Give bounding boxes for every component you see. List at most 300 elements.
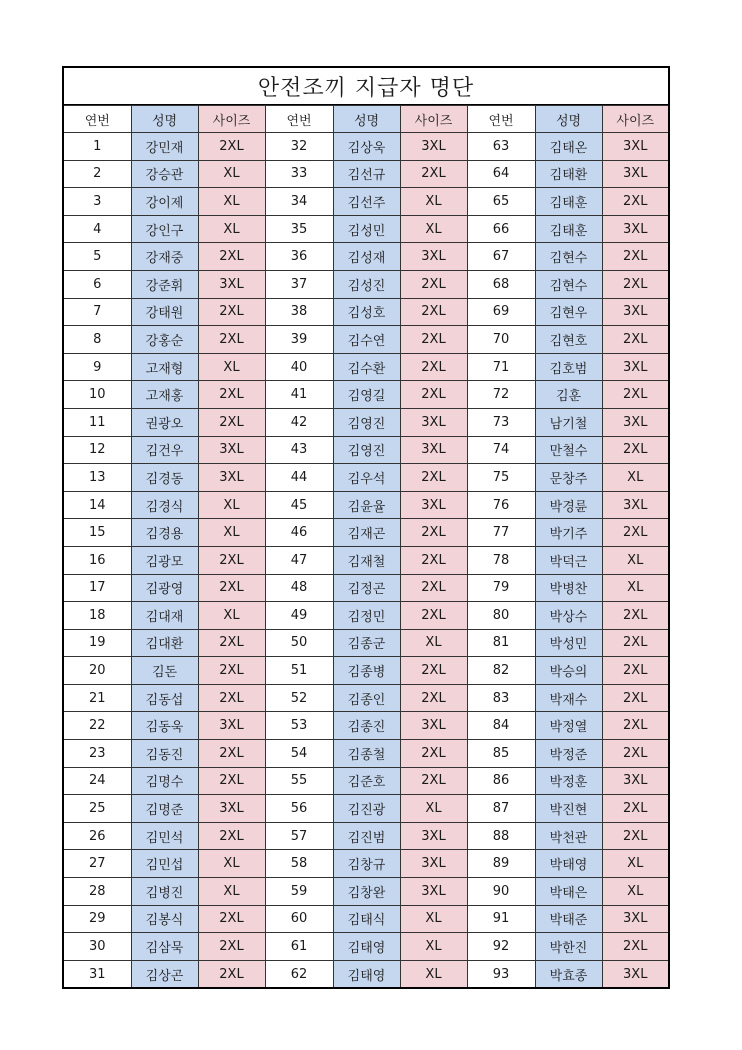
cell-name: 김선규 xyxy=(333,160,400,188)
table-row xyxy=(63,850,669,878)
header-size: 사이즈 xyxy=(198,106,265,133)
cell-size: 3XL xyxy=(400,243,467,271)
cell-size: XL xyxy=(198,519,265,547)
cell-name: 강인구 xyxy=(131,215,198,243)
cell-name: 김경용 xyxy=(131,519,198,547)
cell-name: 김태온 xyxy=(535,133,602,161)
table-row xyxy=(63,519,669,547)
cell-size: 2XL xyxy=(198,326,265,354)
cell-name: 김동욱 xyxy=(131,712,198,740)
cell-size: XL xyxy=(400,188,467,216)
cell-size: 2XL xyxy=(602,519,669,547)
table-row xyxy=(63,574,669,602)
cell-name: 박태준 xyxy=(535,905,602,933)
cell-size: XL xyxy=(198,353,265,381)
cell-size: 2XL xyxy=(400,326,467,354)
cell-number: 71 xyxy=(467,353,535,381)
cell-size: 3XL xyxy=(602,133,669,161)
cell-size: 3XL xyxy=(198,464,265,492)
cell-number: 5 xyxy=(63,243,131,271)
cell-name: 김영진 xyxy=(333,436,400,464)
cell-name: 김명준 xyxy=(131,795,198,823)
cell-size: 2XL xyxy=(198,574,265,602)
table-row xyxy=(63,740,669,768)
cell-number: 63 xyxy=(467,133,535,161)
cell-size: XL xyxy=(400,795,467,823)
cell-name: 강태원 xyxy=(131,298,198,326)
header-row xyxy=(63,106,669,133)
cell-number: 46 xyxy=(265,519,333,547)
cell-size: 3XL xyxy=(602,353,669,381)
cell-name: 김봉식 xyxy=(131,905,198,933)
cell-number: 65 xyxy=(467,188,535,216)
cell-size: XL xyxy=(400,629,467,657)
cell-name: 김명수 xyxy=(131,767,198,795)
cell-name: 김영진 xyxy=(333,408,400,436)
cell-number: 66 xyxy=(467,215,535,243)
cell-size: 3XL xyxy=(198,712,265,740)
cell-name: 김대재 xyxy=(131,602,198,630)
cell-number: 82 xyxy=(467,657,535,685)
cell-size: 3XL xyxy=(198,436,265,464)
cell-size: 3XL xyxy=(400,133,467,161)
table-row xyxy=(63,215,669,243)
cell-size: XL xyxy=(602,850,669,878)
cell-name: 박정준 xyxy=(535,740,602,768)
table-row xyxy=(63,657,669,685)
cell-number: 41 xyxy=(265,381,333,409)
cell-size: 2XL xyxy=(400,602,467,630)
cell-number: 39 xyxy=(265,326,333,354)
cell-name: 김광영 xyxy=(131,574,198,602)
cell-name: 김정민 xyxy=(333,602,400,630)
cell-size: XL xyxy=(602,546,669,574)
cell-name: 김현우 xyxy=(535,298,602,326)
cell-name: 김성진 xyxy=(333,270,400,298)
cell-size: XL xyxy=(400,215,467,243)
table-row xyxy=(63,629,669,657)
cell-size: 2XL xyxy=(602,740,669,768)
table-header xyxy=(63,106,669,133)
cell-size: 2XL xyxy=(400,684,467,712)
cell-name: 김민석 xyxy=(131,822,198,850)
cell-size: 2XL xyxy=(602,326,669,354)
cell-size: XL xyxy=(400,905,467,933)
cell-number: 9 xyxy=(63,353,131,381)
cell-name: 김돈 xyxy=(131,657,198,685)
cell-number: 4 xyxy=(63,215,131,243)
cell-number: 77 xyxy=(467,519,535,547)
cell-size: 2XL xyxy=(602,712,669,740)
cell-number: 80 xyxy=(467,602,535,630)
table-row xyxy=(63,436,669,464)
cell-size: XL xyxy=(400,960,467,988)
cell-name: 김태환 xyxy=(535,160,602,188)
cell-size: 3XL xyxy=(602,960,669,988)
cell-number: 40 xyxy=(265,353,333,381)
header-number: 연번 xyxy=(63,106,131,133)
cell-number: 37 xyxy=(265,270,333,298)
cell-name: 고재홍 xyxy=(131,381,198,409)
table-row xyxy=(63,795,669,823)
cell-size: 3XL xyxy=(400,822,467,850)
cell-name: 김성민 xyxy=(333,215,400,243)
cell-name: 김태영 xyxy=(333,960,400,988)
cell-size: 2XL xyxy=(602,436,669,464)
cell-size: 3XL xyxy=(400,850,467,878)
cell-size: 2XL xyxy=(400,574,467,602)
header-size: 사이즈 xyxy=(400,106,467,133)
cell-name: 김호범 xyxy=(535,353,602,381)
cell-number: 10 xyxy=(63,381,131,409)
cell-number: 31 xyxy=(63,960,131,988)
cell-number: 69 xyxy=(467,298,535,326)
table-row xyxy=(63,326,669,354)
cell-name: 김동섭 xyxy=(131,684,198,712)
cell-name: 김경동 xyxy=(131,464,198,492)
cell-size: 3XL xyxy=(602,298,669,326)
cell-size: 2XL xyxy=(602,657,669,685)
table-row xyxy=(63,243,669,271)
cell-size: 3XL xyxy=(198,795,265,823)
cell-number: 67 xyxy=(467,243,535,271)
cell-number: 88 xyxy=(467,822,535,850)
roster-table xyxy=(62,105,670,989)
cell-number: 27 xyxy=(63,850,131,878)
cell-size: 2XL xyxy=(602,795,669,823)
cell-number: 64 xyxy=(467,160,535,188)
cell-number: 25 xyxy=(63,795,131,823)
cell-size: 2XL xyxy=(602,933,669,961)
cell-size: 3XL xyxy=(602,160,669,188)
header-name: 성명 xyxy=(333,106,400,133)
cell-size: XL xyxy=(198,160,265,188)
cell-size: 2XL xyxy=(198,740,265,768)
cell-name: 김현수 xyxy=(535,243,602,271)
cell-name: 김종군 xyxy=(333,629,400,657)
cell-name: 남기철 xyxy=(535,408,602,436)
cell-name: 박진현 xyxy=(535,795,602,823)
cell-size: 2XL xyxy=(198,629,265,657)
cell-size: 2XL xyxy=(198,546,265,574)
table-row xyxy=(63,822,669,850)
cell-number: 32 xyxy=(265,133,333,161)
cell-name: 박정훈 xyxy=(535,767,602,795)
cell-number: 6 xyxy=(63,270,131,298)
cell-name: 김대환 xyxy=(131,629,198,657)
cell-number: 86 xyxy=(467,767,535,795)
cell-name: 박효종 xyxy=(535,960,602,988)
cell-name: 김종병 xyxy=(333,657,400,685)
cell-size: 2XL xyxy=(400,546,467,574)
cell-size: 2XL xyxy=(400,657,467,685)
cell-name: 만철수 xyxy=(535,436,602,464)
cell-size: 2XL xyxy=(198,408,265,436)
cell-name: 김상욱 xyxy=(333,133,400,161)
cell-number: 70 xyxy=(467,326,535,354)
document-title: 안전조끼 지급자 명단 xyxy=(62,66,670,105)
cell-number: 73 xyxy=(467,408,535,436)
cell-size: 2XL xyxy=(400,160,467,188)
cell-name: 김준호 xyxy=(333,767,400,795)
cell-size: 2XL xyxy=(602,188,669,216)
cell-number: 8 xyxy=(63,326,131,354)
cell-number: 81 xyxy=(467,629,535,657)
cell-number: 85 xyxy=(467,740,535,768)
cell-size: XL xyxy=(198,215,265,243)
header-number: 연번 xyxy=(467,106,535,133)
cell-size: 2XL xyxy=(602,381,669,409)
cell-size: 2XL xyxy=(198,960,265,988)
cell-number: 91 xyxy=(467,905,535,933)
cell-number: 22 xyxy=(63,712,131,740)
table-row xyxy=(63,960,669,988)
table-row xyxy=(63,905,669,933)
cell-number: 26 xyxy=(63,822,131,850)
cell-number: 83 xyxy=(467,684,535,712)
table-row xyxy=(63,546,669,574)
header-name: 성명 xyxy=(535,106,602,133)
cell-name: 김우석 xyxy=(333,464,400,492)
cell-name: 김선주 xyxy=(333,188,400,216)
cell-number: 89 xyxy=(467,850,535,878)
table-body xyxy=(63,133,669,989)
cell-number: 2 xyxy=(63,160,131,188)
cell-size: 3XL xyxy=(198,270,265,298)
cell-name: 김창규 xyxy=(333,850,400,878)
cell-name: 김태훈 xyxy=(535,188,602,216)
cell-number: 20 xyxy=(63,657,131,685)
cell-name: 박태은 xyxy=(535,878,602,906)
cell-name: 강이제 xyxy=(131,188,198,216)
table-row xyxy=(63,767,669,795)
cell-name: 김진범 xyxy=(333,822,400,850)
cell-name: 박병찬 xyxy=(535,574,602,602)
cell-number: 1 xyxy=(63,133,131,161)
table-row xyxy=(63,464,669,492)
cell-size: 2XL xyxy=(400,464,467,492)
cell-name: 김현호 xyxy=(535,326,602,354)
cell-number: 56 xyxy=(265,795,333,823)
cell-name: 김건우 xyxy=(131,436,198,464)
table-row xyxy=(63,270,669,298)
table-row xyxy=(63,133,669,161)
cell-size: 2XL xyxy=(198,381,265,409)
cell-size: 2XL xyxy=(400,270,467,298)
cell-size: 3XL xyxy=(602,491,669,519)
table-row xyxy=(63,160,669,188)
cell-number: 21 xyxy=(63,684,131,712)
cell-name: 김민섭 xyxy=(131,850,198,878)
cell-number: 62 xyxy=(265,960,333,988)
cell-number: 42 xyxy=(265,408,333,436)
cell-size: 2XL xyxy=(198,822,265,850)
cell-size: XL xyxy=(602,574,669,602)
cell-name: 강민재 xyxy=(131,133,198,161)
cell-number: 52 xyxy=(265,684,333,712)
roster-sheet xyxy=(62,66,670,989)
cell-name: 강재중 xyxy=(131,243,198,271)
cell-number: 92 xyxy=(467,933,535,961)
cell-size: 2XL xyxy=(602,822,669,850)
cell-name: 고재형 xyxy=(131,353,198,381)
cell-size: XL xyxy=(198,878,265,906)
cell-number: 75 xyxy=(467,464,535,492)
table-row xyxy=(63,491,669,519)
cell-number: 78 xyxy=(467,546,535,574)
header-name: 성명 xyxy=(131,106,198,133)
cell-name: 김경식 xyxy=(131,491,198,519)
cell-name: 김윤율 xyxy=(333,491,400,519)
cell-name: 강홍순 xyxy=(131,326,198,354)
cell-name: 김병진 xyxy=(131,878,198,906)
cell-number: 33 xyxy=(265,160,333,188)
cell-number: 28 xyxy=(63,878,131,906)
cell-name: 김정곤 xyxy=(333,574,400,602)
cell-name: 김종인 xyxy=(333,684,400,712)
cell-size: 2XL xyxy=(198,684,265,712)
cell-name: 김재곤 xyxy=(333,519,400,547)
table-row xyxy=(63,684,669,712)
cell-number: 79 xyxy=(467,574,535,602)
cell-name: 박기주 xyxy=(535,519,602,547)
cell-name: 김삼묵 xyxy=(131,933,198,961)
cell-size: 2XL xyxy=(400,767,467,795)
table-row xyxy=(63,353,669,381)
cell-size: XL xyxy=(602,464,669,492)
cell-size: 3XL xyxy=(400,436,467,464)
cell-size: XL xyxy=(400,933,467,961)
cell-number: 48 xyxy=(265,574,333,602)
header-size: 사이즈 xyxy=(602,106,669,133)
cell-number: 18 xyxy=(63,602,131,630)
header-number: 연번 xyxy=(265,106,333,133)
cell-number: 29 xyxy=(63,905,131,933)
table-row xyxy=(63,878,669,906)
cell-number: 45 xyxy=(265,491,333,519)
cell-name: 박상수 xyxy=(535,602,602,630)
cell-number: 24 xyxy=(63,767,131,795)
cell-number: 13 xyxy=(63,464,131,492)
cell-size: 2XL xyxy=(198,133,265,161)
table-row xyxy=(63,381,669,409)
cell-number: 49 xyxy=(265,602,333,630)
cell-size: 2XL xyxy=(198,243,265,271)
cell-number: 30 xyxy=(63,933,131,961)
cell-size: 2XL xyxy=(400,740,467,768)
cell-name: 박승의 xyxy=(535,657,602,685)
cell-size: 3XL xyxy=(602,408,669,436)
cell-size: 2XL xyxy=(198,657,265,685)
cell-name: 박태영 xyxy=(535,850,602,878)
cell-number: 93 xyxy=(467,960,535,988)
cell-number: 74 xyxy=(467,436,535,464)
cell-size: 2XL xyxy=(198,933,265,961)
cell-name: 김광모 xyxy=(131,546,198,574)
cell-name: 박경륜 xyxy=(535,491,602,519)
cell-size: 2XL xyxy=(400,381,467,409)
cell-size: 2XL xyxy=(198,298,265,326)
cell-number: 14 xyxy=(63,491,131,519)
cell-number: 53 xyxy=(265,712,333,740)
cell-name: 문창주 xyxy=(535,464,602,492)
cell-number: 19 xyxy=(63,629,131,657)
cell-name: 김동진 xyxy=(131,740,198,768)
cell-name: 박정열 xyxy=(535,712,602,740)
cell-number: 58 xyxy=(265,850,333,878)
table-row xyxy=(63,298,669,326)
cell-size: 2XL xyxy=(400,298,467,326)
cell-number: 17 xyxy=(63,574,131,602)
cell-size: 3XL xyxy=(602,767,669,795)
cell-number: 51 xyxy=(265,657,333,685)
cell-number: 59 xyxy=(265,878,333,906)
cell-size: 2XL xyxy=(400,353,467,381)
cell-size: XL xyxy=(198,188,265,216)
cell-size: 2XL xyxy=(400,519,467,547)
cell-name: 김성재 xyxy=(333,243,400,271)
cell-number: 16 xyxy=(63,546,131,574)
cell-name: 김수연 xyxy=(333,326,400,354)
cell-number: 54 xyxy=(265,740,333,768)
cell-number: 68 xyxy=(467,270,535,298)
cell-name: 강승관 xyxy=(131,160,198,188)
cell-number: 34 xyxy=(265,188,333,216)
cell-size: 2XL xyxy=(602,629,669,657)
cell-number: 72 xyxy=(467,381,535,409)
cell-size: XL xyxy=(198,491,265,519)
cell-name: 김수환 xyxy=(333,353,400,381)
cell-name: 박재수 xyxy=(535,684,602,712)
table-row xyxy=(63,933,669,961)
cell-size: 3XL xyxy=(400,491,467,519)
cell-name: 김종진 xyxy=(333,712,400,740)
cell-number: 47 xyxy=(265,546,333,574)
cell-name: 김재철 xyxy=(333,546,400,574)
cell-number: 3 xyxy=(63,188,131,216)
cell-name: 권광오 xyxy=(131,408,198,436)
cell-name: 김성호 xyxy=(333,298,400,326)
cell-name: 박천관 xyxy=(535,822,602,850)
cell-size: 2XL xyxy=(198,767,265,795)
cell-size: 2XL xyxy=(602,602,669,630)
cell-number: 7 xyxy=(63,298,131,326)
cell-number: 87 xyxy=(467,795,535,823)
cell-size: 2XL xyxy=(602,270,669,298)
cell-number: 57 xyxy=(265,822,333,850)
cell-name: 김상곤 xyxy=(131,960,198,988)
cell-number: 15 xyxy=(63,519,131,547)
cell-size: XL xyxy=(602,878,669,906)
cell-size: 3XL xyxy=(400,408,467,436)
table-row xyxy=(63,408,669,436)
cell-name: 김현수 xyxy=(535,270,602,298)
cell-name: 강준휘 xyxy=(131,270,198,298)
cell-number: 38 xyxy=(265,298,333,326)
cell-number: 35 xyxy=(265,215,333,243)
cell-size: 2XL xyxy=(198,905,265,933)
cell-size: 3XL xyxy=(400,878,467,906)
cell-number: 61 xyxy=(265,933,333,961)
cell-number: 11 xyxy=(63,408,131,436)
cell-size: 2XL xyxy=(602,684,669,712)
cell-name: 김태영 xyxy=(333,933,400,961)
table-row xyxy=(63,712,669,740)
cell-number: 36 xyxy=(265,243,333,271)
cell-number: 55 xyxy=(265,767,333,795)
cell-number: 12 xyxy=(63,436,131,464)
table-row xyxy=(63,602,669,630)
